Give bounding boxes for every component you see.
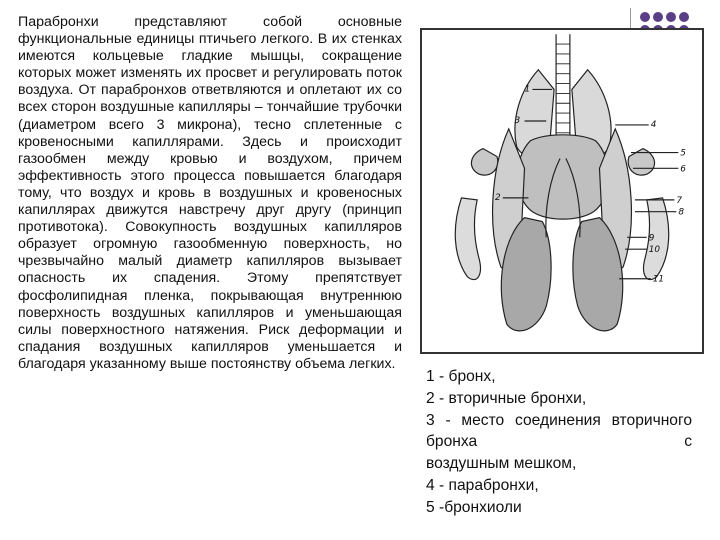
figure-label-7: 7 (676, 195, 683, 206)
respiratory-system-drawing (422, 30, 702, 352)
figure-label-2: 2 (494, 192, 501, 203)
figure-label-5: 5 (680, 148, 686, 159)
decoration-dot (679, 12, 689, 22)
legend-item-3-line-1: 3 - место соединения вторичного бронха с (426, 411, 692, 451)
figure-label-9: 9 (648, 233, 655, 244)
figure-label-1: 1 (524, 84, 531, 95)
main-paragraph: Парабронхи представляют собой основные функциональные единицы птичьего легкого. В их стенках имеются кольцевые гладкие мышцы, сокращение которых может изменять их просвет и регулировать поток воздуха. От парабронхов ответвляются и оплетают их со всех сторон воздушные капилляры – тончайшие трубочки (диаметром всего 3 микрона), тесно сплетенные с кровеносными капиллярами. Здесь и происходит газообмен между кровью и воздухом, причем эффективность этого процесса повышается благодаря тому, что воздух и кровь в воздушных и кровеносных капиллярах движутся навстречу друг другу (принцип противотока). Совокупность воздушных капилляров образует огромную газообменную поверхность, но чрезвычайно малый диаметр капилляров вызывает опасность их спадения. Этому препятствует фосфолипидная пленка, покрывающая внутреннюю поверхность воздушных капилляров и уменьшающая силы поверхностного натяжения. Риск деформации и спадания воздушных капилляров уменьшается и благодаря указанному выше постоянству объема легких. (18, 14, 402, 372)
figure-legend (426, 366, 692, 519)
decoration-dot (640, 12, 650, 22)
figure-label-4: 4 (650, 119, 657, 130)
figure-label-8: 8 (678, 207, 684, 218)
decoration-dot (653, 12, 663, 22)
legend-item-5: 5 -бронхиоли (426, 498, 522, 516)
figure-label-3: 3 (514, 115, 521, 126)
figure-label-11: 11 (652, 274, 664, 285)
decoration-dot (666, 12, 676, 22)
legend-item-1: 1 - бронх, (426, 368, 496, 385)
legend-item-2: 2 - вторичные бронхи, (426, 389, 587, 407)
legend-item-3-line-2: воздушным мешком, (426, 455, 577, 473)
figure-label-10: 10 (648, 245, 661, 256)
figure-label-6: 6 (680, 164, 686, 175)
legend-item-4: 4 - парабронхи, (426, 476, 539, 494)
main-text-block (18, 14, 402, 373)
bird-lung-illustration (420, 28, 704, 354)
